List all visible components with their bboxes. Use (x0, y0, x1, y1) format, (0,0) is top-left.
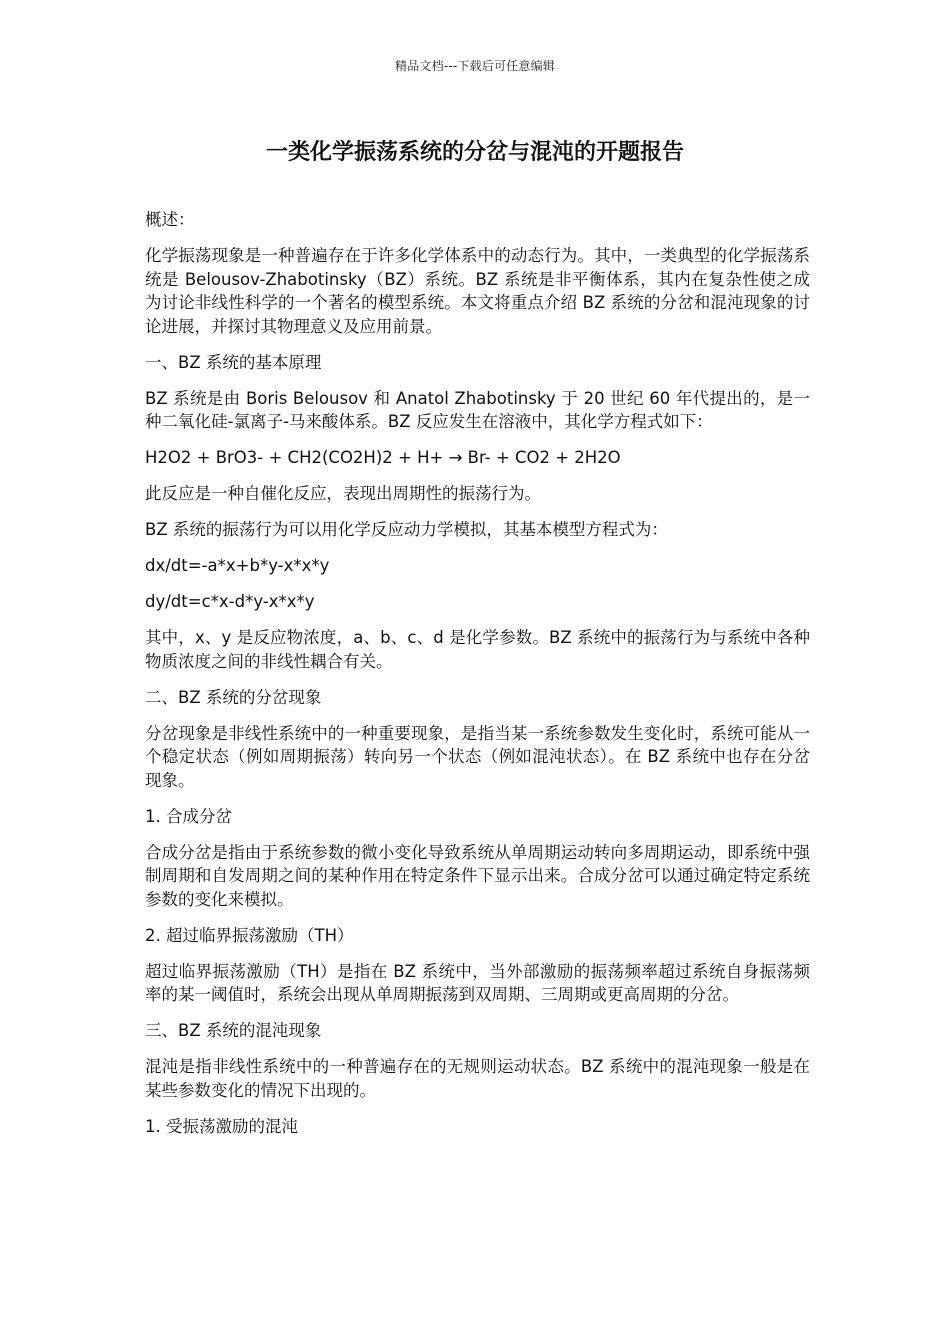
model-equation: dy/dt=c*x-d*y-x*x*y (145, 592, 315, 611)
chemical-equation: H2O2 + BrO3- + CH2(CO2H)2 + H+ → Br- + CO2 + 2H2O (145, 448, 621, 467)
paragraph: 化学振荡现象是一种普遍存在于许多化学体系中的动态行为。其中，一类典型的化学振荡系统是 Belousov-Zhabotinsky（BZ）系统。BZ 系统是非平衡体系，其内在复杂性使之成为讨论非线性科学的一个著名的模型系统。本文将重点介绍 BZ 系统的分岔和混沌现象的讨论进展，并探讨其物理意义及应用前景。 (145, 246, 810, 336)
subsection-heading: 1. 受振荡激励的混沌 (145, 1116, 298, 1136)
overview-label: 概述： (145, 210, 195, 229)
document-title: 一类化学振荡系统的分岔与混沌的开题报告 (265, 140, 684, 165)
section-heading: 三、BZ 系统的混沌现象 (145, 1021, 322, 1040)
header-note: 精品文档---下载后可任意编辑 (395, 59, 555, 73)
paragraph: 此反应是一种自催化反应，表现出周期性的振荡行为。 (145, 484, 541, 503)
paragraph: 超过临界振荡激励（TH）是指在 BZ 系统中，当外部激励的振荡频率超过系统自身振荡频率的某一阈值时，系统会出现从单周期振荡到双周期、三周期或更高周期的分岔。 (145, 961, 810, 1004)
section-heading: 二、BZ 系统的分岔现象 (145, 687, 322, 707)
paragraph: 混沌是指非线性系统中的一种普遍存在的无规则运动状态。BZ 系统中的混沌现象一般是在某些参数变化的情况下出现的。 (145, 1057, 810, 1100)
paragraph: 其中，x、y 是反应物浓度，a、b、c、d 是化学参数。BZ 系统中的振荡行为与系统中各种物质浓度之间的非线性耦合有关。 (145, 628, 810, 671)
paragraph: 合成分岔是指由于系统参数的微小变化导致系统从单周期运动转向多周期运动，即系统中强制周期和自发周期之间的某种作用在特定条件下显示出来。合成分岔可以通过确定特定系统参数的变化来模拟。 (145, 842, 810, 909)
paragraph: BZ 系统的振荡行为可以用化学反应动力学模拟，其基本模型方程式为： (145, 520, 668, 539)
paragraph: BZ 系统是由 Boris Belousov 和 Anatol Zhabotinsky 于 20 世纪 60 年代提出的，是一种二氧化硅-氯离子-马来酸体系。BZ 反应发生在溶液中，其化学方程式如下： (145, 388, 810, 431)
section-heading: 一、BZ 系统的基本原理 (145, 352, 322, 372)
document-body (145, 208, 810, 1151)
model-equation: dx/dt=-a*x+b*y-x*x*y (145, 556, 330, 575)
subsection-heading: 2. 超过临界振荡激励（TH） (145, 925, 354, 945)
subsection-heading: 1. 合成分岔 (145, 806, 232, 826)
paragraph: 分岔现象是非线性系统中的一种重要现象，是指当某一系统参数发生变化时，系统可能从一个稳定状态（例如周期振荡）转向另一个状态（例如混沌状态）。在 BZ 系统中也存在分岔现象。 (145, 723, 810, 790)
